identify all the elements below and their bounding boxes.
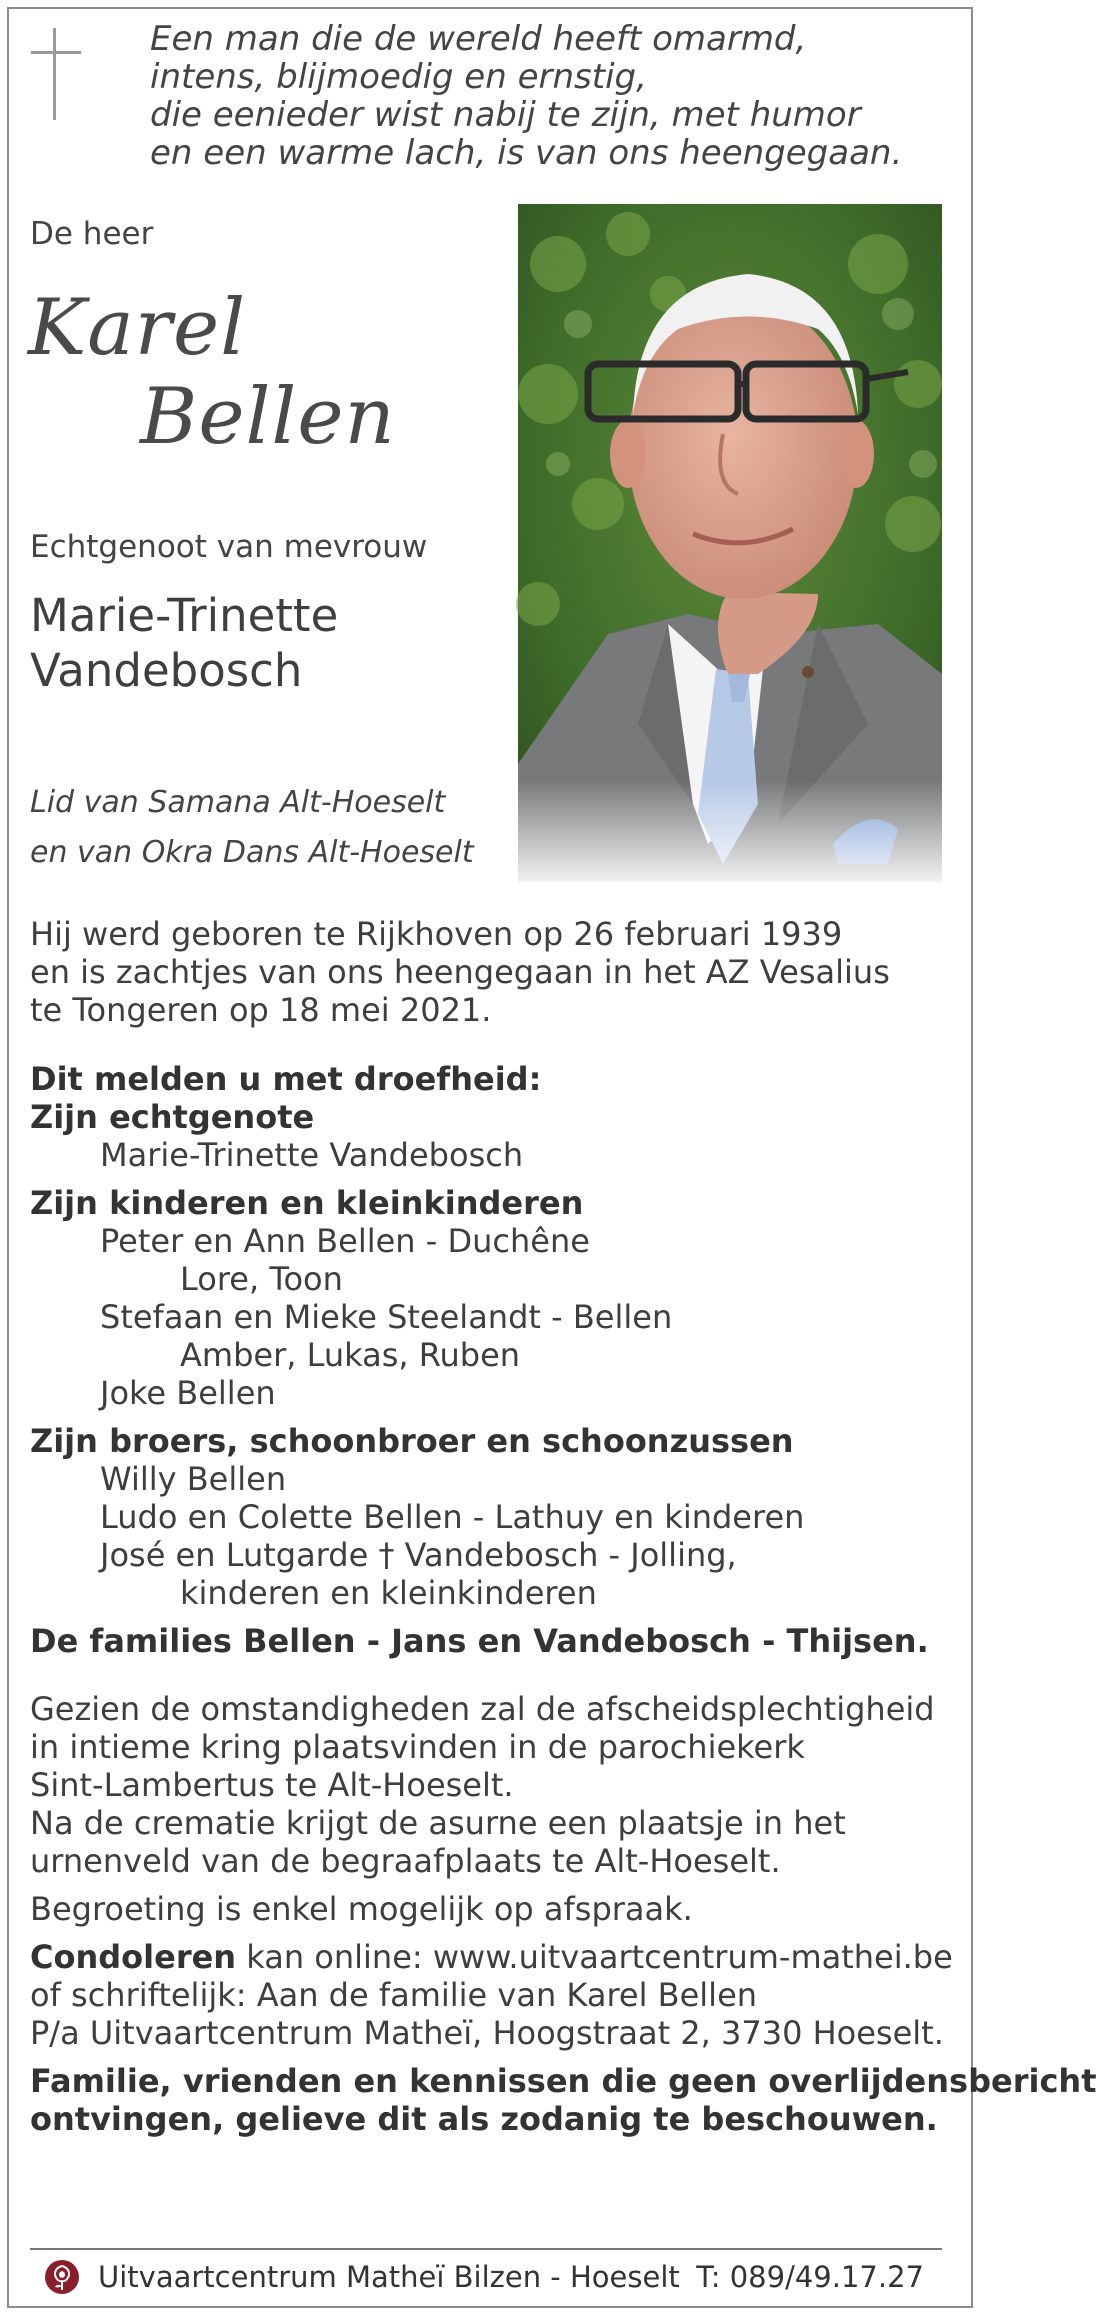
birth-line: en is zachtjes van ons heengegaan in het AZ Vesalius (30, 953, 890, 991)
child-entry: Stefaan en Mieke Steelandt - Bellen (100, 1298, 673, 1336)
portrait-illustration (518, 204, 942, 882)
child-entry: Joke Bellen (100, 1374, 276, 1412)
ceremony-line: Sint-Lambertus te Alt-Hoeselt. (30, 1766, 514, 1804)
grandchildren-entry: Lore, Toon (180, 1260, 343, 1298)
sibling-entry: José en Lutgarde † Vandebosch - Jolling, (100, 1536, 737, 1574)
announcement (30, 1060, 1096, 2138)
condolences-line: P/a Uitvaartcentrum Matheï, Hoogstraat 2, 3730 Hoeselt. (30, 2014, 944, 2052)
spouse-name (30, 588, 338, 698)
condolences-online: kan online: www.uitvaartcentrum-mathei.be (236, 1938, 953, 1976)
funeral-home-phone: T: 089/49.17.27 (696, 2260, 924, 2294)
cross-icon (53, 28, 56, 120)
membership-line: Lid van Samana Alt-Hoeselt (30, 785, 446, 820)
child-entry: Peter en Ann Bellen - Duchêne (100, 1222, 590, 1260)
poem-line: die eenieder wist nabij te zijn, met humor (150, 95, 861, 135)
ceremony-line: in intieme kring plaatsvinden in de parochiekerk (30, 1728, 805, 1766)
sibling-entry: Willy Bellen (100, 1460, 287, 1498)
visit-line: Begroeting is enkel mogelijk op afspraak. (30, 1890, 693, 1928)
closing-line: Familie, vrienden en kennissen die geen overlijdensbericht (30, 2062, 1096, 2100)
funeral-home-name: Uitvaartcentrum Matheï Bilzen - Hoeselt (98, 2260, 680, 2294)
spouse-label: Echtgenoot van mevrouw (30, 529, 428, 565)
spouse-entry: Marie-Trinette Vandebosch (100, 1136, 524, 1174)
birth-line: te Tongeren op 18 mei 2021. (30, 991, 492, 1029)
poem (150, 20, 950, 172)
birth-line: Hij werd geboren te Rijkhoven op 26 februari 1939 (30, 915, 843, 953)
grandchildren-entry: Amber, Lukas, Ruben (180, 1336, 521, 1374)
closing-line: ontvingen, gelieve dit als zodanig te beschouwen. (30, 2100, 938, 2138)
membership-line: en van Okra Dans Alt-Hoeselt (30, 835, 474, 870)
announcement-intro: Dit melden u met droefheid: (30, 1060, 542, 1098)
ceremony-line: Na de crematie krijgt de asurne een plaatsje in het (30, 1804, 846, 1842)
spouse-heading: Zijn echtgenote (30, 1098, 315, 1136)
sibling-entry-cont: kinderen en kleinkinderen (180, 1574, 597, 1612)
deceased-title: De heer (30, 216, 154, 252)
families-line: De families Bellen - Jans en Vandebosch - Thijsen. (30, 1622, 929, 1660)
spouse-name-line: Vandebosch (30, 644, 303, 697)
footer (30, 2257, 942, 2297)
siblings-heading: Zijn broers, schoonbroer en schoonzussen (30, 1422, 794, 1460)
birth-death-info (30, 915, 960, 1029)
poem-line: intens, blijmoedig en ernstig, (150, 57, 647, 97)
sibling-entry: Ludo en Colette Bellen - Lathuy en kinderen (100, 1498, 805, 1536)
deceased-last-name: Bellen (140, 372, 396, 462)
cross-icon-bar (31, 51, 81, 54)
poem-line: en een warme lach, is van ons heengegaan. (150, 133, 903, 173)
children-heading: Zijn kinderen en kleinkinderen (30, 1184, 584, 1222)
spouse-name-line: Marie-Trinette (30, 589, 339, 642)
ceremony-line: Gezien de omstandigheden zal de afscheidsplechtigheid (30, 1690, 935, 1728)
ceremony-line: urnenveld van de begraafplaats te Alt-Hoeselt. (30, 1842, 781, 1880)
memberships (30, 778, 474, 878)
condolences-line (30, 1938, 960, 1976)
condolences-line: of schriftelijk: Aan de familie van Karel Bellen (30, 1976, 758, 2014)
deceased-first-name: Karel (28, 283, 247, 373)
rose-logo-icon (44, 2259, 80, 2295)
portrait-photo (518, 204, 942, 882)
poem-line: Een man die de wereld heeft omarmd, (150, 19, 807, 59)
footer-divider (30, 2248, 942, 2250)
condolences-label: Condoleren (30, 1938, 237, 1976)
